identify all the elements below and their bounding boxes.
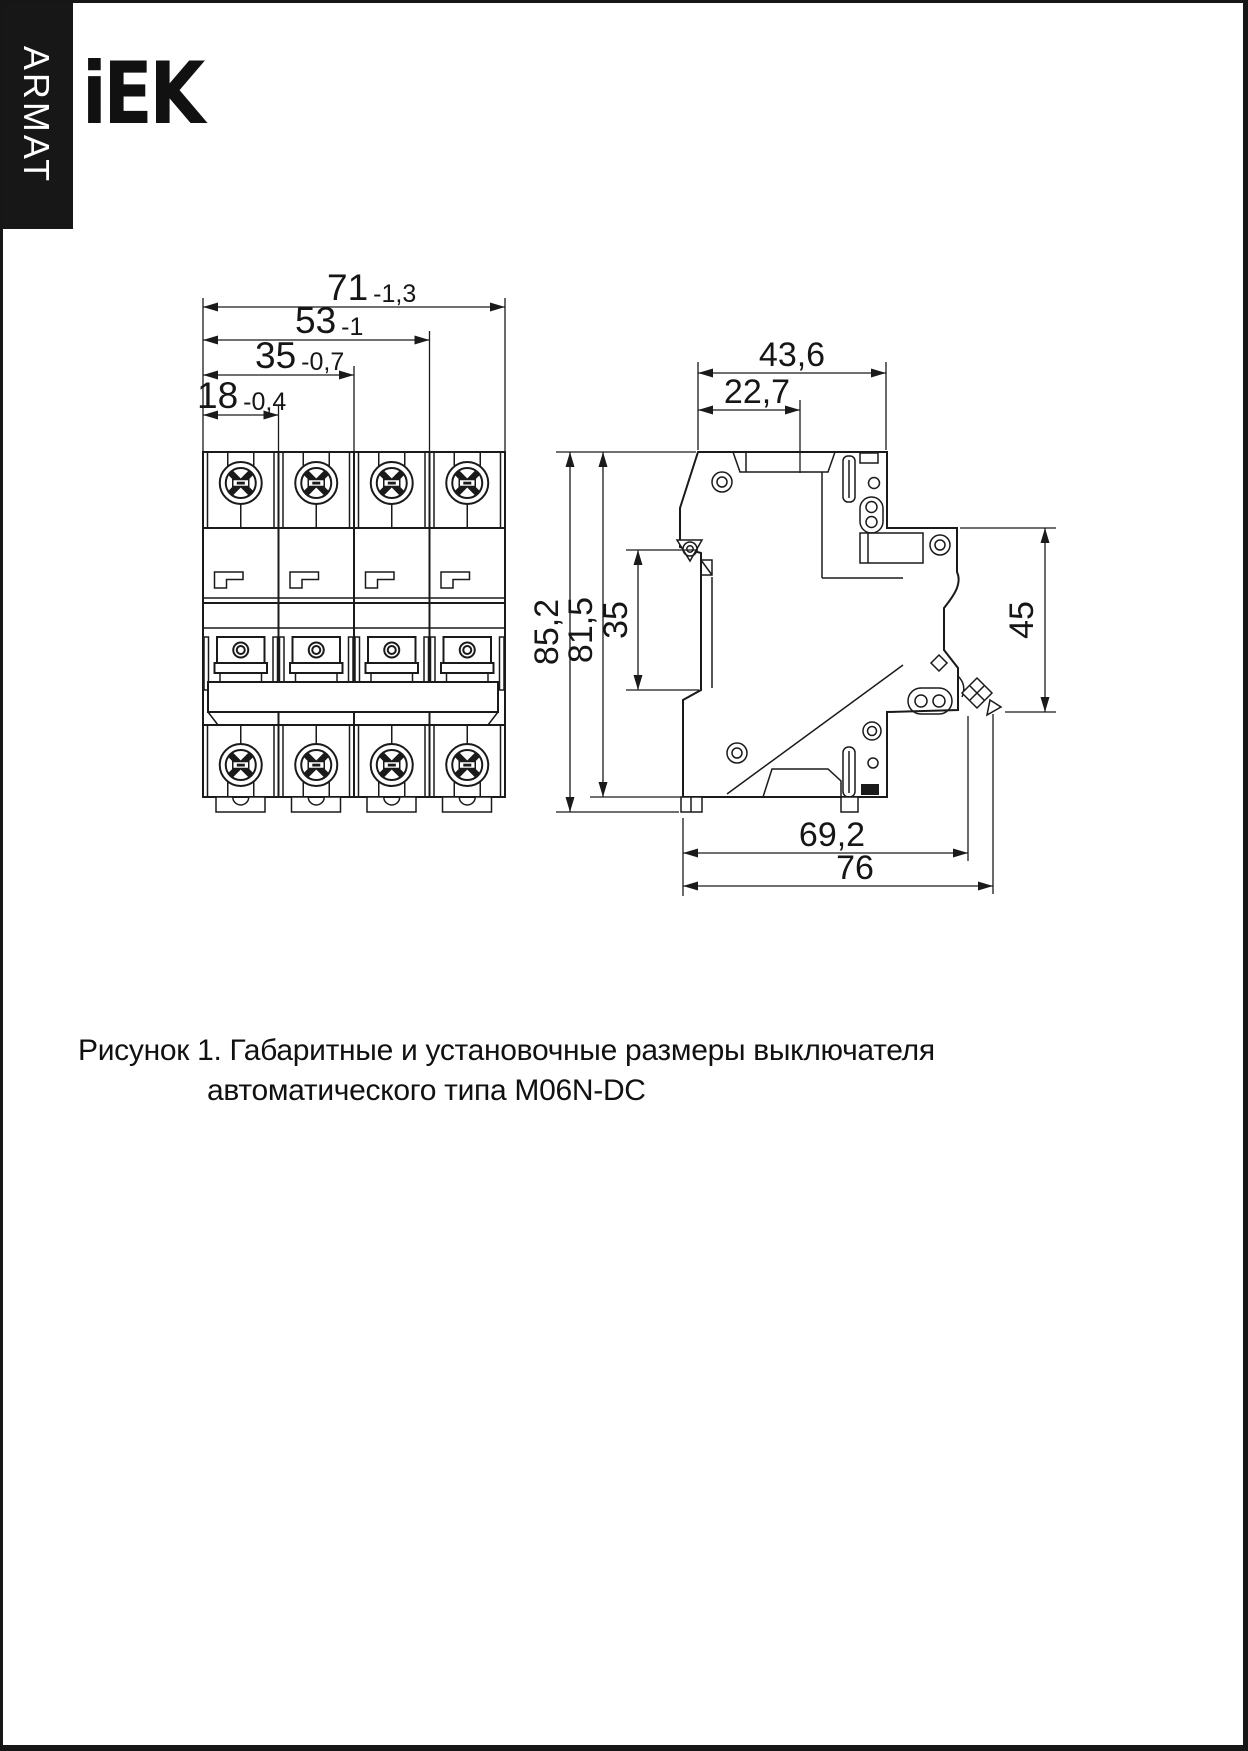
dim-label-din-recess: 45 bbox=[1003, 601, 1041, 639]
dim-label-width-18 bbox=[197, 375, 286, 416]
front-view-dimensions bbox=[197, 267, 505, 452]
dim-label-overall-height: 85,2 bbox=[528, 598, 566, 666]
dim-value: 35 bbox=[255, 335, 297, 376]
brand-sidebar-label: ARMAT bbox=[16, 45, 58, 184]
dim-value: 71 bbox=[327, 267, 369, 308]
dim-label-width-35 bbox=[255, 335, 344, 376]
brand-sidebar bbox=[0, 0, 73, 229]
dim-label-body-height: 81,5 bbox=[562, 596, 600, 664]
dim-label-width-71 bbox=[327, 267, 416, 308]
dim-label-depth-body: 69,2 bbox=[798, 816, 866, 854]
figure-caption bbox=[78, 1031, 935, 1111]
dim-label-depth-overall: 76 bbox=[836, 849, 874, 887]
dim-label-front-recess: 35 bbox=[597, 601, 635, 639]
dim-value: 18 bbox=[197, 375, 239, 416]
dim-tolerance: -1 bbox=[341, 313, 364, 341]
figure-caption-line2: автоматического типа M06N-DC bbox=[207, 1074, 646, 1107]
dim-tolerance: -0,7 bbox=[301, 348, 345, 376]
front-view bbox=[197, 267, 505, 812]
figure-caption-line1: Рисунок 1. Габаритные и установочные размеры выключателя bbox=[78, 1034, 935, 1067]
dim-label-top-width: 43,6 bbox=[758, 336, 826, 374]
dim-tolerance: -0,4 bbox=[243, 388, 287, 416]
dim-value: 53 bbox=[295, 300, 337, 341]
dim-tolerance: -1,3 bbox=[373, 280, 417, 308]
side-view bbox=[528, 336, 1056, 896]
dim-label-handle-offset: 22,7 bbox=[723, 373, 791, 411]
iek-logo: iEK bbox=[82, 44, 203, 144]
